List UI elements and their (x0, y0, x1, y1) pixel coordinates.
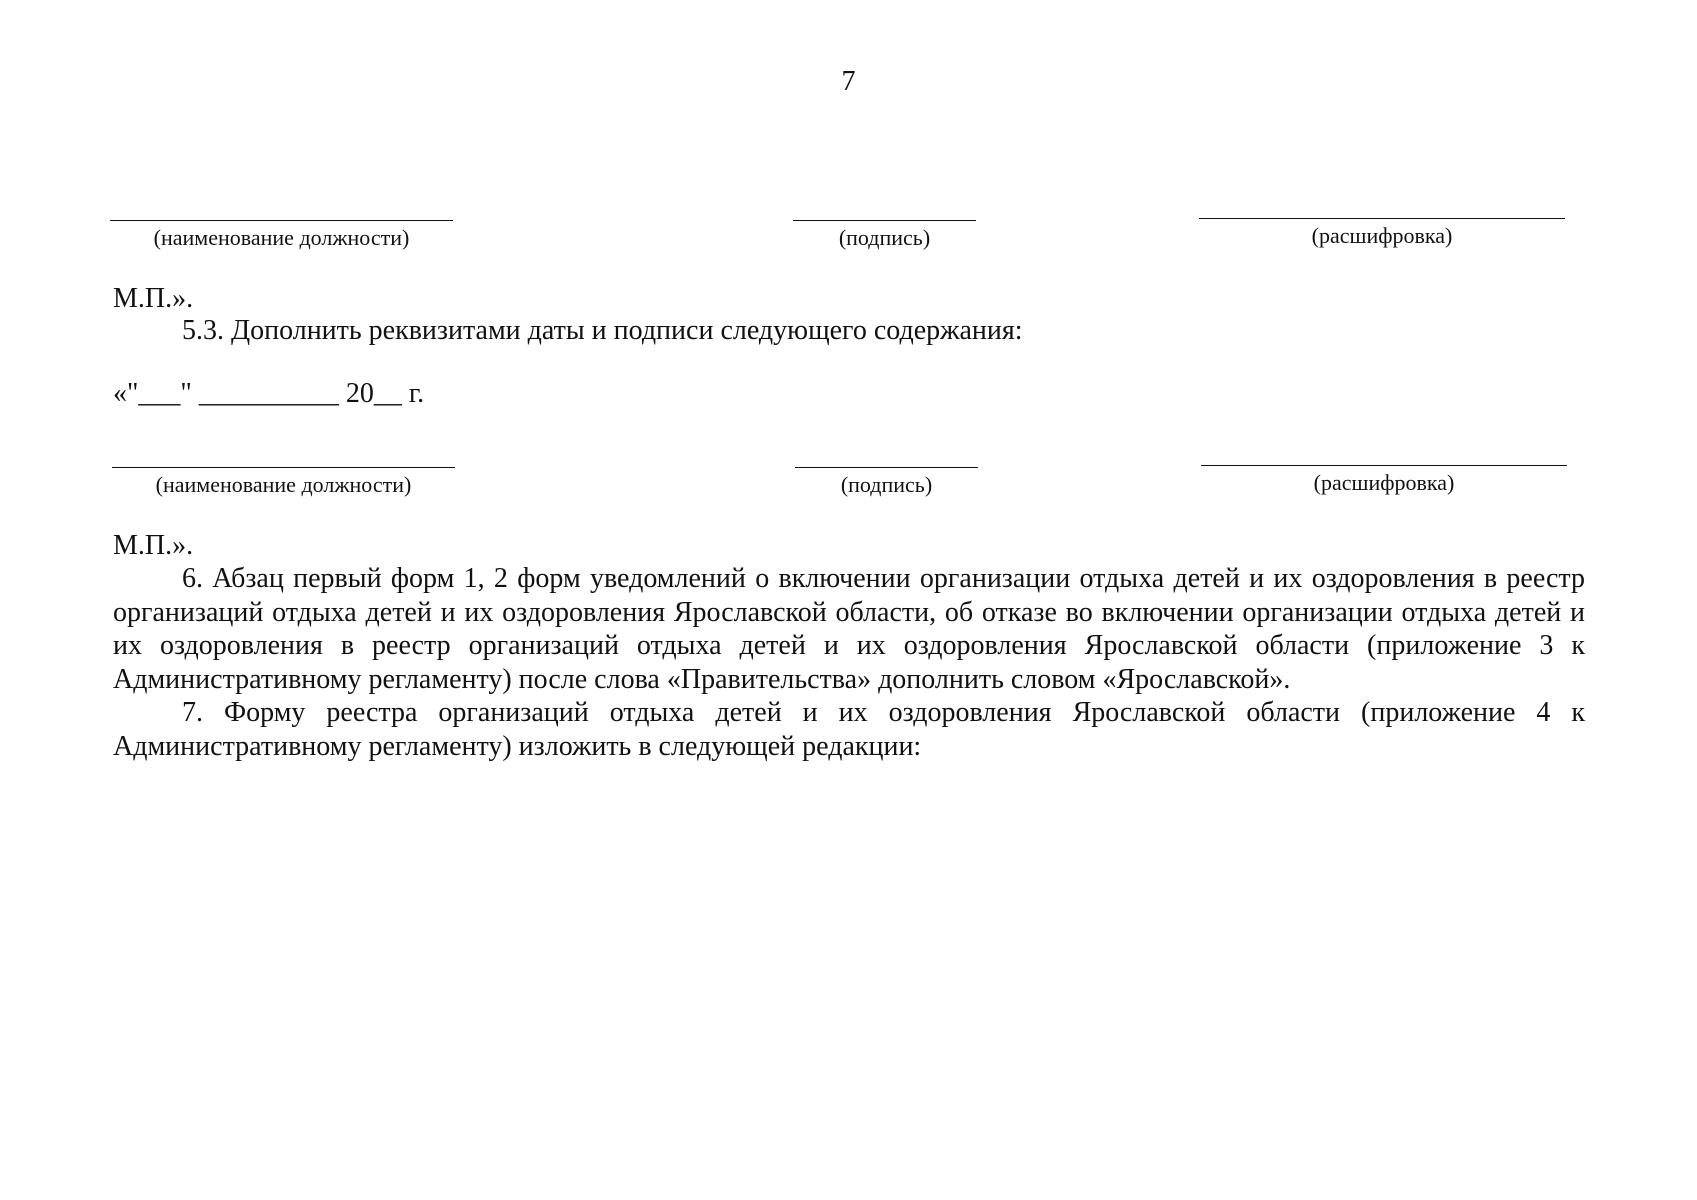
decoding-caption: (расшифровка) (1313, 470, 1455, 495)
item-5-3: 5.3. Дополнить реквизитами даты и подписи следующего содержания: (182, 315, 1023, 346)
position-field (110, 220, 453, 251)
stamp-mark-1: М.П.». (113, 283, 194, 314)
signature-line (793, 220, 976, 221)
signature-caption: (подпись) (838, 225, 931, 250)
position-line (112, 467, 455, 468)
date-line: «"___" __________ 20__ г. (113, 378, 425, 409)
decoding-caption: (расшифровка) (1311, 223, 1453, 248)
decoding-field (1199, 218, 1565, 249)
signature-field (795, 467, 978, 498)
signature-line (795, 467, 978, 468)
position-line (110, 220, 453, 221)
decoding-line (1199, 218, 1565, 219)
signature-caption: (подпись) (840, 472, 933, 497)
signature-field (793, 220, 976, 251)
position-caption: (наименование должности) (153, 225, 410, 250)
item-6-paragraph: 6. Абзац первый форм 1, 2 форм уведомлений о включении организации отдыха детей и их оздоровления в реестр организаций отдыха детей и их оздоровления Ярославской области, об отказе во включении организации отдыха детей и их оздоровления в реестр организаций отдыха детей и их оздоровления Ярославской области (приложение 3 к Административному регламенту) после слова «Правительства» дополнить словом «Ярославской». (113, 563, 1585, 695)
item-7-paragraph: 7. Форму реестра организаций отдыха детей и их оздоровления Ярославской области (приложение 4 к Административному регламенту) изложить в следующей редакции: (113, 697, 1585, 762)
decoding-line (1201, 465, 1567, 466)
decoding-field (1201, 465, 1567, 496)
signature-block-1 (0, 220, 1697, 260)
page-number: 7 (841, 66, 856, 97)
position-caption: (наименование должности) (155, 472, 412, 497)
stamp-mark-2: М.П.». (113, 530, 194, 561)
position-field (112, 467, 455, 498)
signature-block-2 (0, 467, 1697, 507)
